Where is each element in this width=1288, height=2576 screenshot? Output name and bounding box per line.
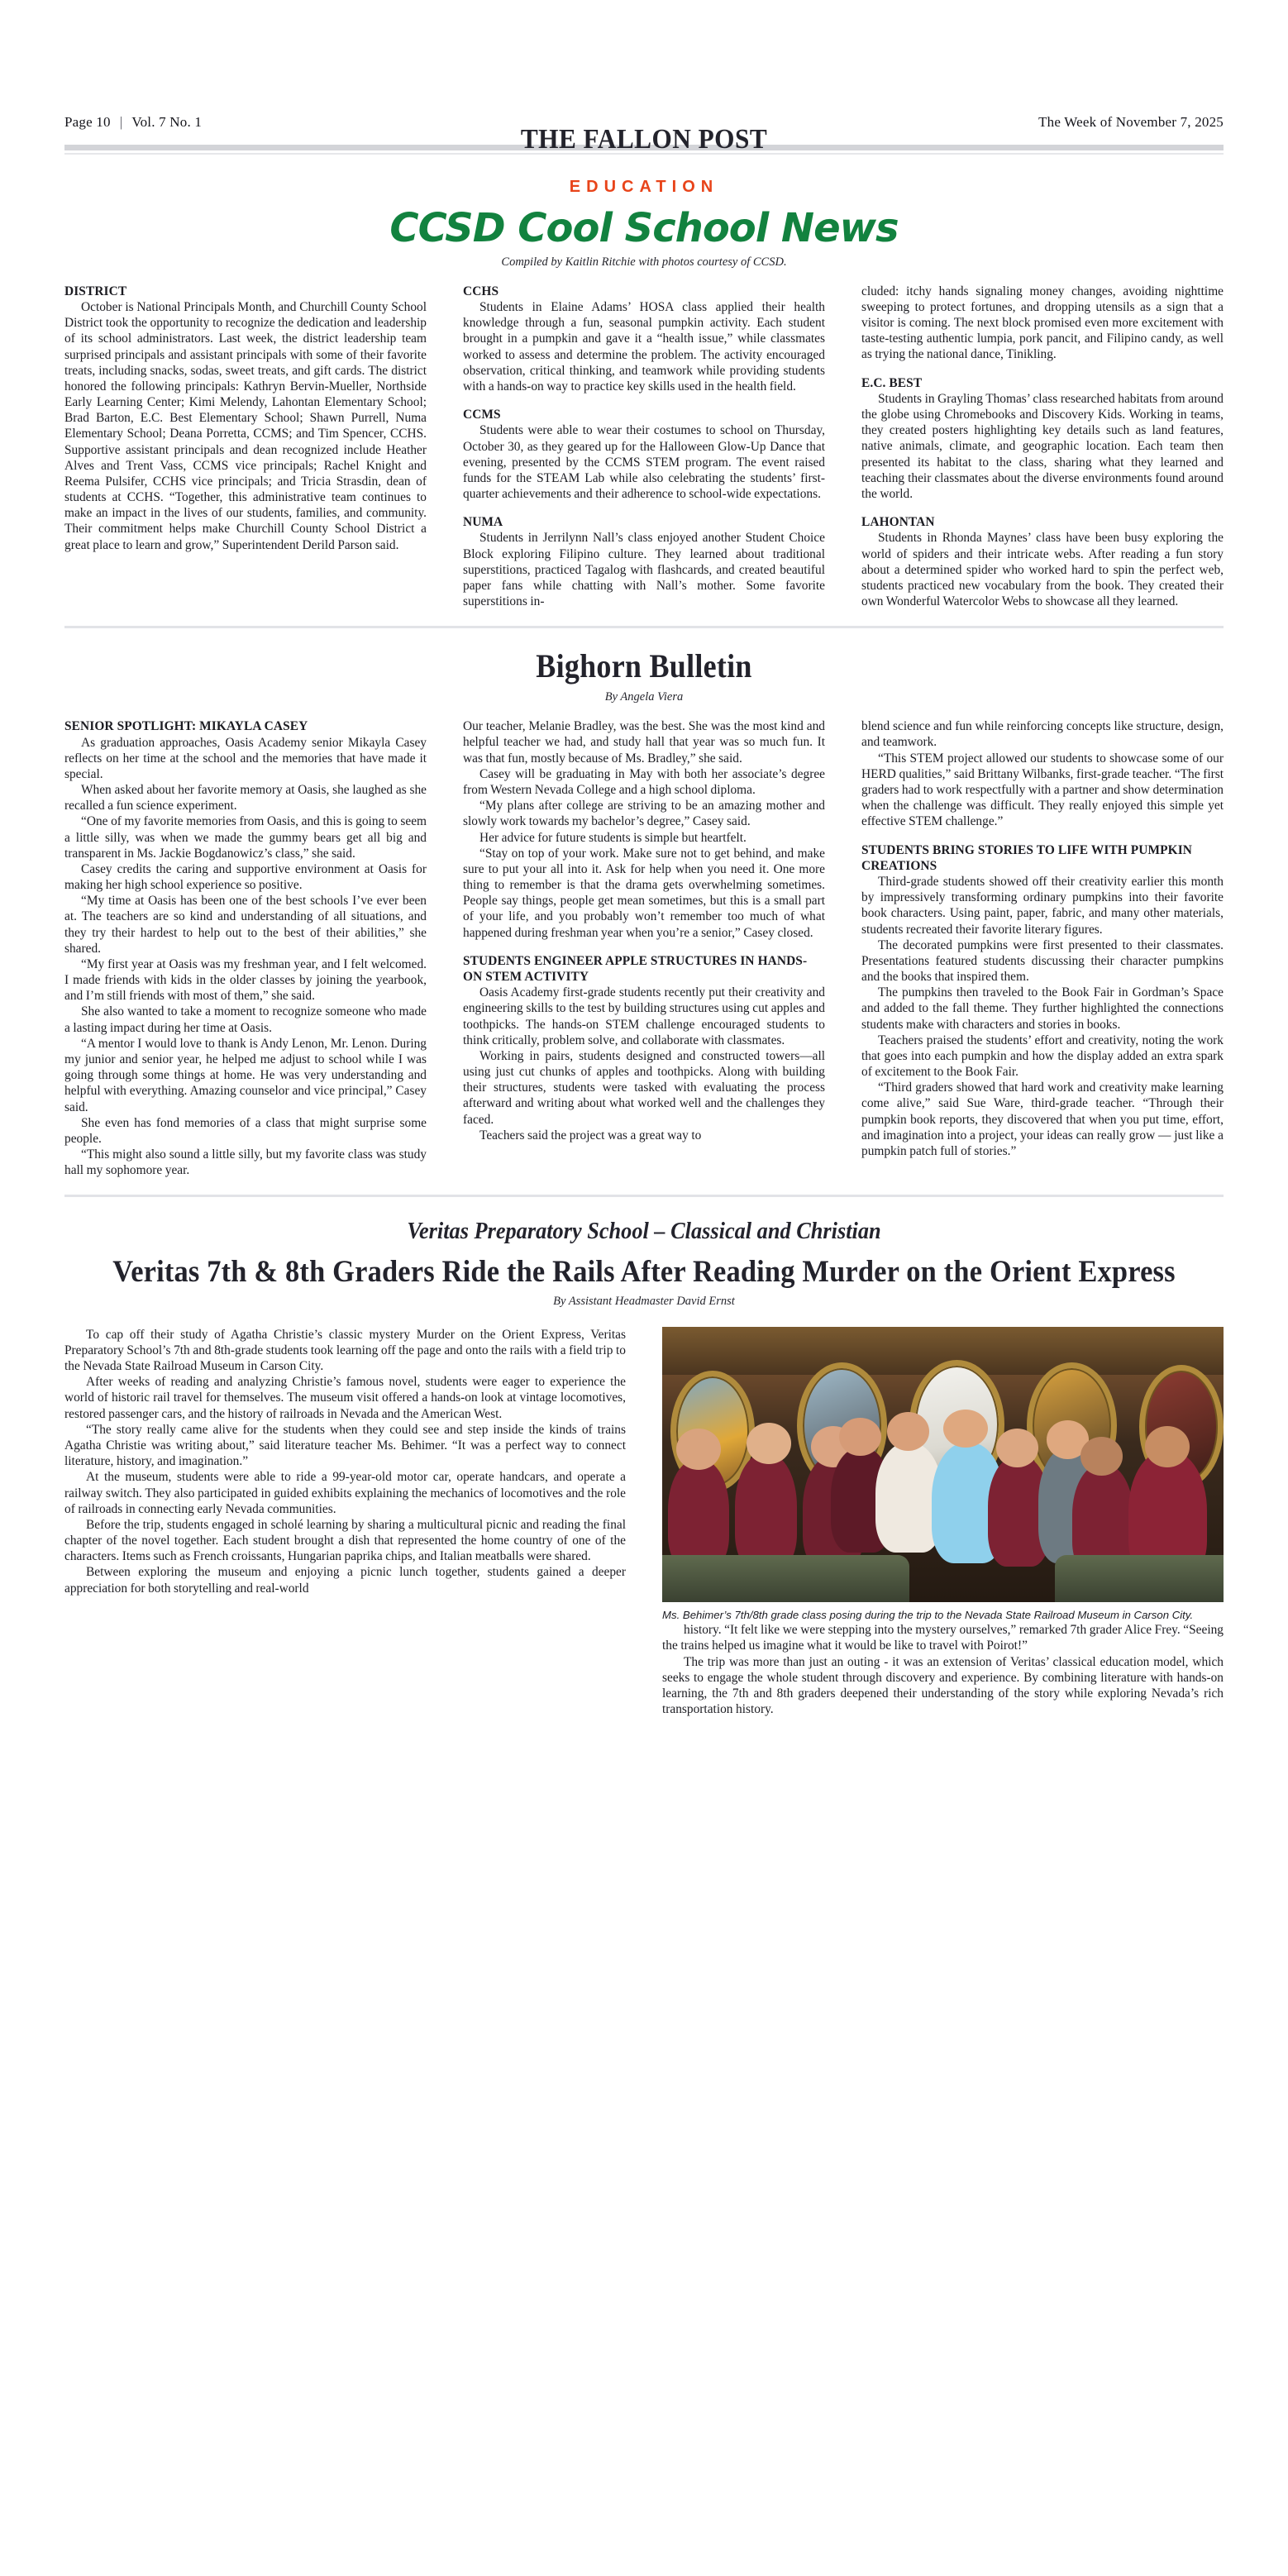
education-column-1	[64, 284, 427, 610]
paragraph: Casey credits the caring and supportive environment at Oasis for making her high school experience so positive.	[64, 861, 427, 893]
paragraph: Students in Elaine Adams’ HOSA class applied their health knowledge through a fun, seasonal pumpkin activity. Each student brought in a pumpkin and gave it a “health issue,” while classmates worked to assess and determine the problem. The activity encouraged observation, critical thinking, and teamwork while providing students with a hands-on way to practice key skills used in the health field.	[463, 300, 825, 394]
publication-title: THE FALLON POST	[520, 124, 768, 155]
paragraph: After weeks of reading and analyzing Christie’s famous novel, students were eager to experience the world of historic rail travel for themselves. The museum visit offered a hands-on look at vintage locomotives, restored passenger cars, and the history of railroads in Nevada and the American West.	[64, 1375, 626, 1421]
paragraph: Casey will be graduating in May with both her associate’s degree from Western Nevada College and a high school diploma.	[463, 766, 825, 797]
paragraph: cluded: itchy hands signaling money changes, avoiding nighttime sweeping to protect fortunes, and dropping utensils as a sign that a visitor is coming. The next block promised even more excitement with taste-testing authentic lumpia, pork pancit, and Filipino candy, as well as trying the national dance, Tinikling.	[861, 284, 1224, 362]
heading-district: DISTRICT	[64, 284, 127, 298]
paragraph: “One of my favorite memories from Oasis, and this is going to seem a little silly, was when we made the gummy bears get all big and transparent in Ms. Jackie Bogdanowicz’s class,” she said.	[64, 814, 427, 861]
paragraph: Students were able to wear their costumes to school on Thursday, October 30, as they geared up for the Halloween Glow-Up Dance that evening, presented by the CCMS STEM program. The event raised funds for the STEAM Lab while also celebrating the students’ first-quarter achievements and their adherence to school-wide expectations.	[463, 423, 825, 502]
paragraph: “My first year at Oasis was my freshman year, and I felt welcomed. I made friends with kids in the older classes by joining the yearbook, and I’m still friends with most of them,” she said.	[64, 956, 427, 1004]
ccsd-compiled-credit: Compiled by Kaitlin Ritchie with photos courtesy of CCSD.	[501, 255, 787, 269]
paragraph: Teachers said the project was a great way to	[479, 1128, 702, 1143]
paragraph: At the museum, students were able to ride a 99-year-old motor car, operate handcars, and operate a railway switch. They also participated in guided exhibits explaining the mechanics of locomotives and the role of railroads in connecting early Nevada communities.	[64, 1470, 626, 1516]
bighorn-columns	[64, 718, 1224, 1178]
photo-bench-left	[662, 1555, 909, 1602]
bighorn-bulletin-title: Bighorn Bulletin	[536, 647, 752, 685]
masthead	[64, 0, 1224, 131]
education-column-2	[463, 284, 825, 610]
education-column-3	[861, 284, 1224, 610]
heading-apple-structures: STUDENTS ENGINEER APPLE STRUCTURES IN HANDS-ON STEM ACTIVITY	[463, 953, 808, 984]
paragraph: blend science and fun while reinforcing concepts like structure, design, and teamwork.	[861, 719, 1224, 750]
paragraph: Working in pairs, students designed and constructed towers—all using just cut chunks of apples and toothpicks. Along with building their structures, students were tasked with evaluating the process afterward and writing about what worked well and the challenges they faced.	[463, 1048, 825, 1127]
paragraph: She also wanted to take a moment to recognize someone who made a lasting impact during her time at Oasis.	[64, 1004, 427, 1035]
veritas-photo-caption: Ms. Behimer’s 7th/8th grade class posing during the trip to the Nevada State Railroad Museum in Carson City.	[662, 1608, 1194, 1621]
photo-student-head	[676, 1429, 721, 1470]
section-divider-2	[64, 1195, 1224, 1197]
paragraph: history. “It felt like we were stepping into the mystery ourselves,” remarked 7th grader Alice Frey. “Seeing the trains helped us imagine what it would be like to travel with Poirot!”	[662, 1623, 1224, 1653]
paragraph: Students in Grayling Thomas’ class researched habitats from around the globe using Chromebooks and Discovery Kids. Working in teams, they created posters highlighting key details such as land features, native animals, climate, and geographic location. Each team then presented its habitat to the class, sharing what they learned and teaching their classmates about the diverse environments found around the world.	[861, 391, 1224, 501]
paragraph: “The story really came alive for the students when they could see and step inside the kinds of trains Agatha Christie was writing about,” said literature teacher Ms. Behimer. “It was a perfect way to connect literature, history, and imagination.”	[64, 1422, 626, 1469]
paragraph: “A mentor I would love to thank is Andy Lenon, Mr. Lenon. During my junior and senior year, he helped me adjust to school while I was going through some things at home. He was very understanding and helpful with everything. Amazing counselor and vice principal,” Casey said.	[64, 1036, 427, 1114]
paragraph: Students in Rhonda Maynes’ class have been busy exploring the world of spiders and their intricate webs. After reading a fun story about a determined spider who worked hard to spin the perfect web, students practiced new vocabulary from the book. They created their own Wonderful Watercolor Webs to showcase all they learned.	[861, 531, 1224, 609]
veritas-school-name: Veritas Preparatory School – Classical and Christian	[407, 1219, 881, 1245]
paragraph: She even has fond memories of a class that might surprise some people.	[64, 1115, 427, 1146]
veritas-column-right	[662, 1327, 1224, 1717]
paragraph: To cap off their study of Agatha Christie’s classic mystery Murder on the Orient Express, Veritas Preparatory School’s 7th and 8th-grade students took learning off the page and onto the rails with a field trip to the Nevada State Railroad Museum in Carson City.	[64, 1327, 626, 1374]
paragraph: “Stay on top of your work. Make sure not to get behind, and make sure to put your all into it. Ask for help when you need it. One more thing to remember is that the drama gets overwhelming sometimes. People say things, people get mean sometimes, but this is a small part of your life, and you probably won’t remember too much of what happened during freshman year when you’re a senior,” Casey closed.	[463, 846, 825, 940]
paragraph: “Third graders showed that hard work and creativity make learning come alive,” said Sue Ware, third-grade teacher. “Through their pumpkin book reports, they discovered that when you put time, effort, and imagination into a project, your ideas can really grow — just like a pumpkin patch full of stories.”	[861, 1080, 1224, 1158]
photo-student-head	[996, 1429, 1038, 1467]
photo-student-head	[943, 1410, 988, 1448]
veritas-headline-line2: the Orient Express	[943, 1255, 1176, 1290]
paragraph: The decorated pumpkins were first presented to their classmates. Presentations featured students discussing their character pumpkins and the books that inspired them.	[861, 937, 1224, 985]
veritas-headline-line1: Veritas 7th & 8th Graders Ride the Rails After Reading Murder on	[112, 1255, 937, 1290]
veritas-field-trip-photo	[662, 1327, 1224, 1602]
heading-ccms: CCMS	[463, 408, 501, 422]
photo-student-head	[747, 1423, 791, 1464]
bighorn-column-1	[64, 718, 427, 1178]
volume-issue: Vol. 7 No. 1	[131, 114, 203, 130]
veritas-headline	[105, 1255, 1183, 1289]
paragraph: The pumpkins then traveled to the Book Fair in Gordman’s Space and added to the fall theme. They further highlighted the connections students make with characters and stories in books.	[861, 985, 1224, 1032]
education-columns	[64, 284, 1224, 610]
paragraph: Between exploring the museum and enjoying a picnic lunch together, students gained a deeper appreciation for both storytelling and real-world	[64, 1565, 626, 1596]
photo-student-head	[887, 1412, 929, 1451]
paragraph: “This might also sound a little silly, but my favorite class was study hall my sophomore year.	[64, 1147, 427, 1178]
page-number: Page 10	[64, 114, 111, 130]
bighorn-column-2	[463, 718, 825, 1178]
section-divider-1	[64, 626, 1224, 628]
heading-ec-best: E.C. BEST	[861, 375, 923, 390]
photo-student-head	[1145, 1426, 1190, 1467]
paragraph: Before the trip, students engaged in scholé learning by sharing a multicultural picnic and reading the final chapter of the novel together. Each student brought a dish that represented the home country of one of the characters. Items such as French croissants, Hungarian paprika chips, and Italian meatballs were shared.	[64, 1517, 626, 1564]
paragraph: Third-grade students showed off their creativity earlier this month by impressively transforming ordinary pumpkins into their favorite book characters. Using paint, paper, fabric, and many other materials, students recreated their favorite literary figures.	[861, 875, 1224, 937]
veritas-columns	[64, 1327, 1224, 1717]
heading-cchs: CCHS	[463, 284, 499, 298]
paragraph: “My plans after college are striving to be an amazing mother and slowly work towards my bachelor’s degree,” Casey said.	[463, 799, 825, 829]
veritas-column-left	[64, 1327, 626, 1717]
heading-lahontan: LAHONTAN	[861, 515, 935, 530]
paragraph: When asked about her favorite memory at Oasis, she laughed as she recalled a fun science experiment.	[64, 783, 427, 813]
paragraph: Teachers praised the students’ effort and creativity, noting the work that goes into each pumpkin and how the display added an extra spark of excitement to the Book Fair.	[861, 1033, 1224, 1080]
photo-bench-right	[1055, 1555, 1224, 1602]
paragraph: Students in Jerrilynn Nall’s class enjoyed another Student Choice Block exploring Filipino culture. They learned about traditional superstitions, practiced Tagalog with flashcards, and created beautiful paper fans while chatting with Nall’s mother. Some favorite superstitions in-	[463, 531, 825, 609]
paragraph: October is National Principals Month, and Churchill County School District took the opportunity to recognize the dedication and leadership of its school administrators. Last week, the district leadership team surprised principals and assistant principals with some of their favorite treats, including snacks, sodas, sweet treats, and gift cards. The district honored the following principals: Kathryn Bervin-Mueller, Northside Early Learning Center; Kimi Melendy, Lahontan Elementary School; Brad Barton, E.C. Best Elementary School; Shawn Purrell, Numa Elementary School; Deana Porretta, CCMS; and Tim Spencer, CCHS. Supportive assistant principals and dean recognized include Heather Alves and Trent Vass, CCMS vice principals; Rachel Knight and Reema Pulsifer, CCHS vice principals; and Tricia Strasdin, dean of students at CCHS. “Together, this administrative team continues to make an impact in the lives of our students, families, and community. Their commitment helps make Churchill County School District a great place to learn and grow,” Superintendent Derild Parson said.	[64, 300, 427, 552]
paragraph: Our teacher, Melanie Bradley, was the best. She was the most kind and helpful teacher we had, and study hall that year was so much fun. It was that fun, mostly because of Ms. Bradley,” she said.	[463, 719, 825, 766]
paragraph: “My time at Oasis has been one of the best schools I’ve ever been at. The teachers are so kind and understanding of all situations, and they try their hardest to help out to the best of their abilities,” she shared.	[64, 894, 427, 956]
paragraph: As graduation approaches, Oasis Academy senior Mikayla Casey reflects on her time at the school and the memories that have made it special.	[64, 735, 427, 781]
paragraph: Oasis Academy first-grade students recently put their creativity and engineering skills to the test by building structures using cut apples and toothpicks. The hands-on STEM challenge encouraged students to think critically, problem solve, and collaborate with classmates.	[463, 985, 825, 1047]
photo-student	[668, 1459, 730, 1569]
ccsd-cool-school-news-title: CCSD Cool School News	[389, 205, 899, 251]
section-kicker-education: EDUCATION	[569, 178, 719, 196]
bighorn-byline: By Angela Viera	[604, 690, 684, 704]
veritas-byline: By Assistant Headmaster David Ernst	[553, 1294, 735, 1308]
heading-senior-spotlight: SENIOR SPOTLIGHT: MIKAYLA CASEY	[64, 719, 308, 734]
masthead-separator: |	[119, 114, 123, 130]
issue-date: The Week of November 7, 2025	[1038, 114, 1224, 130]
heading-numa: NUMA	[463, 515, 503, 530]
photo-student	[735, 1453, 797, 1569]
photo-student-head	[839, 1418, 881, 1457]
paragraph: The trip was more than just an outing - it was an extension of Veritas’ classical education model, which seeks to engage the whole student through discovery and experience. By combining literature with hands-on learning, the 7th and 8th graders deepened their understanding of the story while exploring Nevada’s rich transportation history.	[662, 1654, 1224, 1717]
bighorn-column-3	[861, 718, 1224, 1178]
heading-pumpkin-creations: STUDENTS BRING STORIES TO LIFE WITH PUMPKIN CREATIONS	[861, 842, 1193, 873]
photo-student-head	[1080, 1437, 1123, 1476]
paragraph: “This STEM project allowed our students to showcase some of our HERD qualities,” said Brittany Wilbanks, first-grade teacher. “The first graders had to work respectfully with a partner and show determination when the challenge was difficult. They really enjoyed this simple yet effective STEM challenge.”	[861, 751, 1224, 829]
paragraph: Her advice for future students is simple but heartfelt.	[479, 830, 747, 845]
